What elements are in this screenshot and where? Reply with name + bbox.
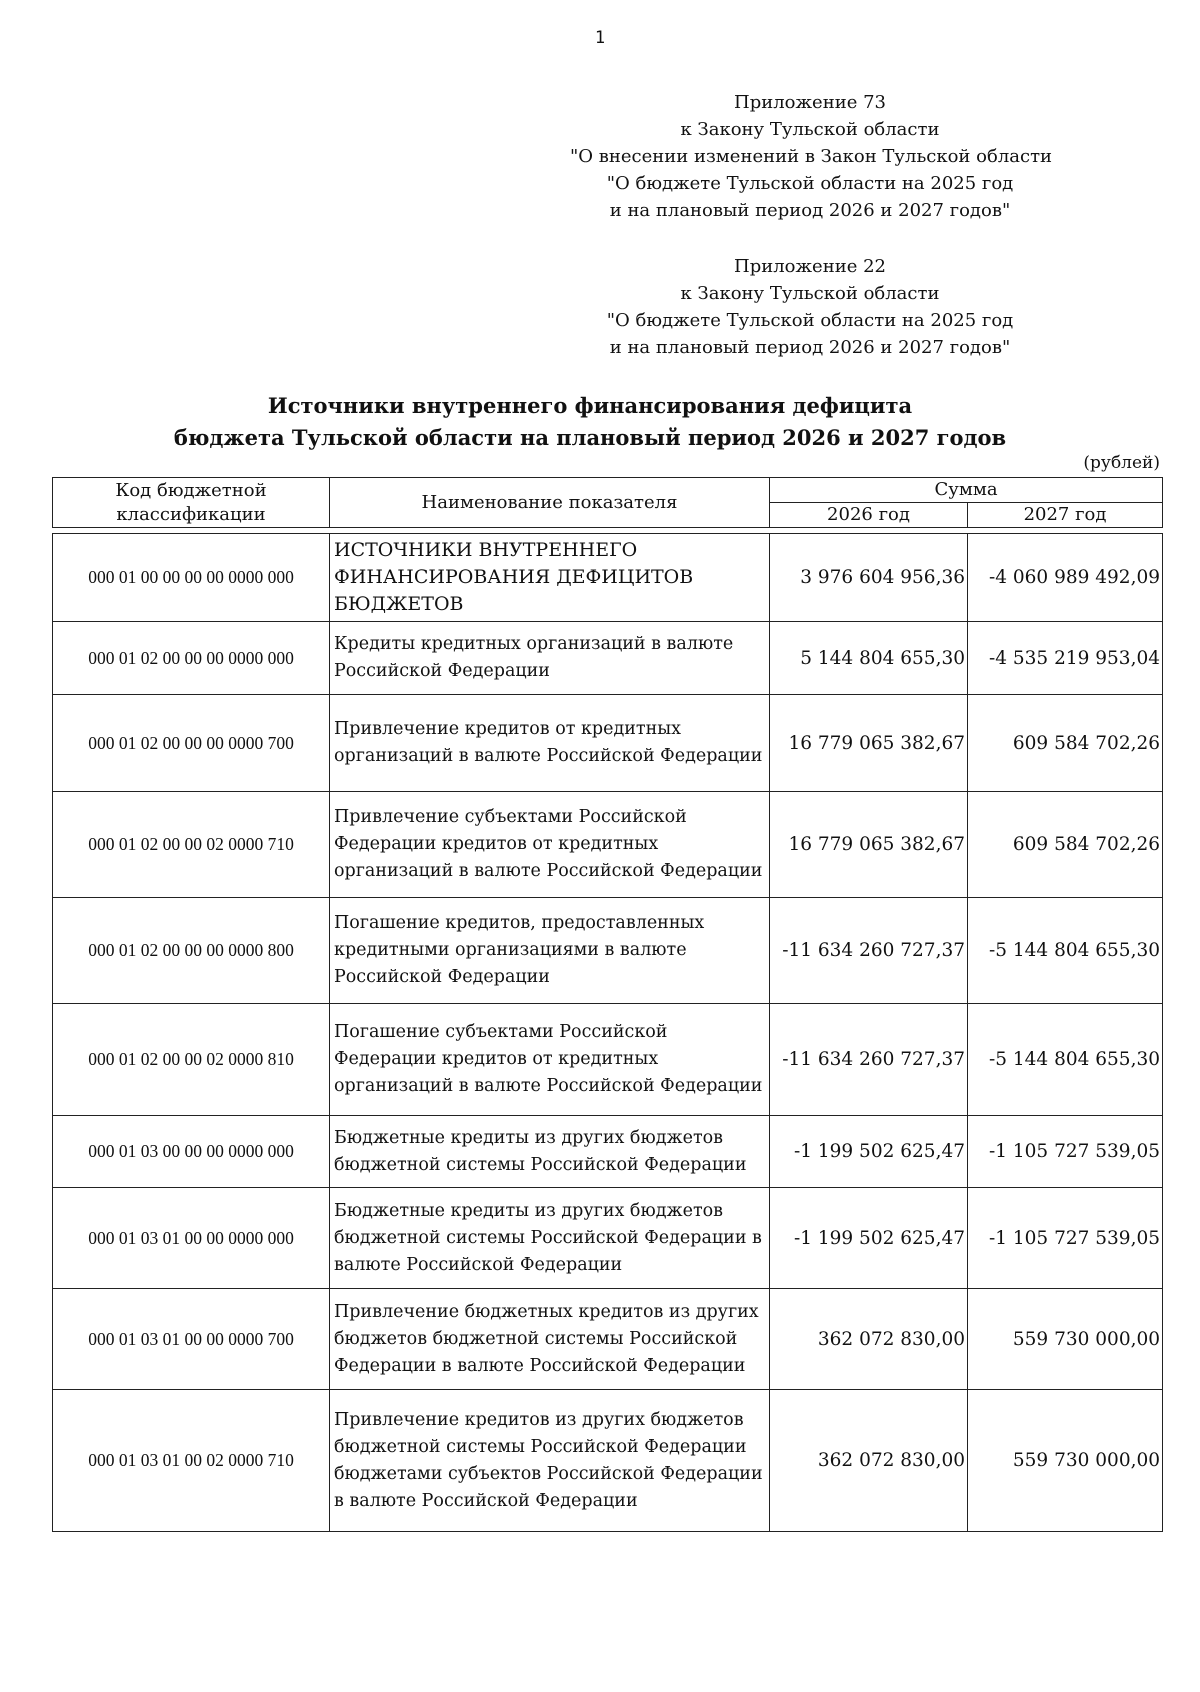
row-code: 000 01 02 00 00 00 0000 000 [53, 622, 330, 695]
annex-line: "О бюджете Тульской области на 2025 год [606, 173, 1014, 194]
table-row [53, 1188, 1163, 1289]
row-value-2026: 3 976 604 956,36 [770, 534, 968, 622]
table-row [53, 534, 1163, 622]
header-year-2027: 2027 год [968, 503, 1163, 528]
table-row [53, 1289, 1163, 1390]
row-name: Погашение субъектами Российской Федерации кредитов от кредитных организаций в валюте Российской Федерации [330, 1004, 770, 1116]
row-code: 000 01 02 00 00 00 0000 800 [53, 898, 330, 1004]
document-title [60, 390, 1120, 454]
title-line-2: бюджета Тульской области на плановый период 2026 и 2027 годов [173, 425, 1007, 450]
row-name: Привлечение бюджетных кредитов из других бюджетов бюджетной системы Российской Федерации в валюте Российской Федерации [330, 1289, 770, 1390]
row-name: Погашение кредитов, предоставленных кредитными организациями в валюте Российской Федерации [330, 898, 770, 1004]
annex-line: "О внесении изменений в Закон Тульской области [570, 146, 1053, 167]
row-value-2026: 5 144 804 655,30 [770, 622, 968, 695]
row-name: Привлечение субъектами Российской Федерации кредитов от кредитных организаций в валюте Российской Федерации [330, 792, 770, 898]
page-number: 1 [594, 28, 606, 48]
row-code: 000 01 02 00 00 02 0000 710 [53, 792, 330, 898]
row-value-2027: -5 144 804 655,30 [968, 1004, 1163, 1116]
row-value-2026: -11 634 260 727,37 [770, 1004, 968, 1116]
row-value-2026: -11 634 260 727,37 [770, 898, 968, 1004]
table-row [53, 792, 1163, 898]
annex-22-header [570, 253, 1050, 361]
row-code: 000 01 02 00 00 02 0000 810 [53, 1004, 330, 1116]
row-value-2026: 16 779 065 382,67 [770, 792, 968, 898]
table-row [53, 622, 1163, 695]
row-value-2026: 362 072 830,00 [770, 1390, 968, 1532]
annex-line: Приложение 22 [734, 256, 886, 277]
units-label: (рублей) [1083, 453, 1160, 473]
row-value-2027: 559 730 000,00 [968, 1289, 1163, 1390]
row-code: 000 01 00 00 00 00 0000 000 [53, 534, 330, 622]
header-code: Код бюджетной классификации [53, 478, 330, 528]
header-year-2026: 2026 год [770, 503, 968, 528]
annex-73-header [570, 89, 1053, 224]
table-row [53, 1004, 1163, 1116]
row-value-2027: 559 730 000,00 [968, 1390, 1163, 1532]
row-code: 000 01 03 01 00 00 0000 000 [53, 1188, 330, 1289]
row-value-2026: -1 199 502 625,47 [770, 1116, 968, 1188]
row-value-2027: -4 535 219 953,04 [968, 622, 1163, 695]
row-value-2026: -1 199 502 625,47 [770, 1188, 968, 1289]
row-name: Привлечение кредитов из других бюджетов бюджетной системы Российской Федерации бюджетами субъектов Российской Федерации в валюте Российской Федерации [330, 1390, 770, 1532]
table-row [53, 1116, 1163, 1188]
financing-sources-table [52, 477, 1163, 1532]
title-line-1: Источники внутреннего финансирования дефицита [267, 393, 913, 418]
row-name: Бюджетные кредиты из других бюджетов бюджетной системы Российской Федерации в валюте Российской Федерации [330, 1188, 770, 1289]
row-code: 000 01 03 00 00 00 0000 000 [53, 1116, 330, 1188]
row-value-2026: 362 072 830,00 [770, 1289, 968, 1390]
row-value-2027: -4 060 989 492,09 [968, 534, 1163, 622]
annex-line: к Закону Тульской области [680, 119, 940, 140]
annex-line: и на плановый период 2026 и 2027 годов" [609, 200, 1011, 221]
row-name: Бюджетные кредиты из других бюджетов бюджетной системы Российской Федерации [330, 1116, 770, 1188]
row-name: ИСТОЧНИКИ ВНУТРЕННЕГО ФИНАНСИРОВАНИЯ ДЕФИЦИТОВ БЮДЖЕТОВ [330, 534, 770, 622]
header-name: Наименование показателя [330, 478, 770, 528]
row-name: Кредиты кредитных организаций в валюте Российской Федерации [330, 622, 770, 695]
row-name: Привлечение кредитов от кредитных организаций в валюте Российской Федерации [330, 695, 770, 792]
table-row [53, 695, 1163, 792]
row-value-2027: 609 584 702,26 [968, 792, 1163, 898]
row-value-2027: -1 105 727 539,05 [968, 1116, 1163, 1188]
annex-line: Приложение 73 [734, 92, 886, 113]
row-code: 000 01 03 01 00 02 0000 710 [53, 1390, 330, 1532]
annex-line: "О бюджете Тульской области на 2025 год [606, 310, 1014, 331]
row-value-2027: -5 144 804 655,30 [968, 898, 1163, 1004]
row-value-2027: -1 105 727 539,05 [968, 1188, 1163, 1289]
header-sum: Сумма [770, 478, 1163, 503]
row-code: 000 01 03 01 00 00 0000 700 [53, 1289, 330, 1390]
row-code: 000 01 02 00 00 00 0000 700 [53, 695, 330, 792]
table-row [53, 898, 1163, 1004]
row-value-2027: 609 584 702,26 [968, 695, 1163, 792]
table-row [53, 1390, 1163, 1532]
row-value-2026: 16 779 065 382,67 [770, 695, 968, 792]
annex-line: и на плановый период 2026 и 2027 годов" [609, 337, 1011, 358]
annex-line: к Закону Тульской области [680, 283, 940, 304]
